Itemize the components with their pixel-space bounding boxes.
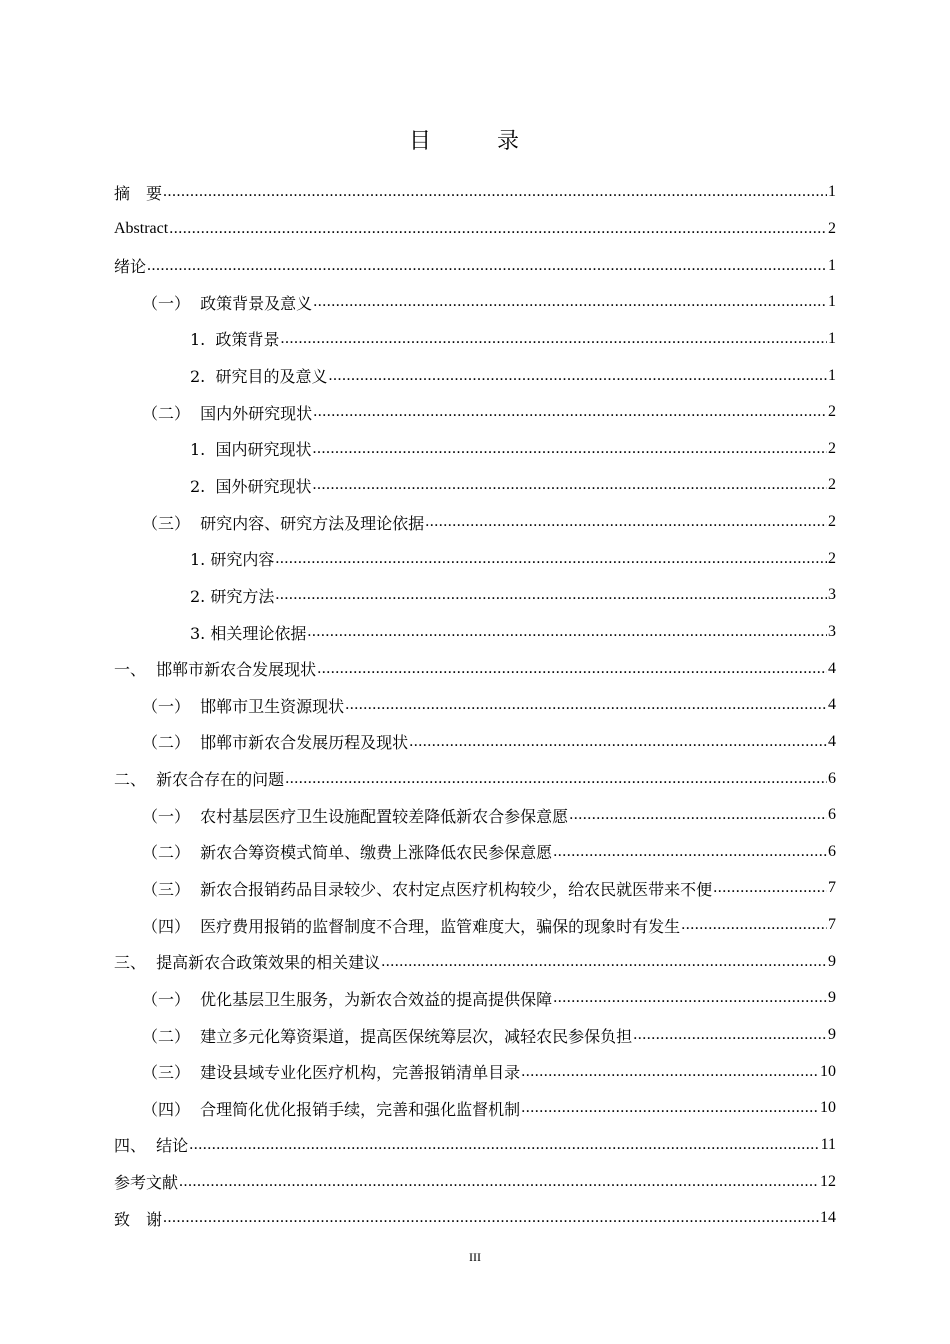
toc-entry[interactable] <box>114 687 836 724</box>
toc-leader-dots <box>307 623 827 641</box>
toc-entry-page: 9 <box>828 952 836 970</box>
toc-entry-label: （三） 建设县域专业化医疗机构，完善报销清单目录 <box>142 1063 521 1083</box>
toc-entry-page: 7 <box>828 916 836 934</box>
toc-leader-dots <box>521 1063 819 1081</box>
toc-entry-page: 14 <box>820 1209 836 1227</box>
toc-entry-page: 2 <box>828 549 836 567</box>
toc-entry[interactable] <box>114 724 836 761</box>
toc-entry-page: 9 <box>828 989 836 1007</box>
toc-entry-page: 10 <box>820 1062 836 1080</box>
toc-entry-page: 6 <box>828 769 836 787</box>
toc-entry-label: 2. 研究目的及意义 <box>190 367 328 387</box>
toc-entry-page: 7 <box>828 879 836 897</box>
toc-entry[interactable] <box>114 614 836 651</box>
toc-entry-page: 4 <box>828 696 836 714</box>
toc-entry-label: （二） 建立多元化筹资渠道，提高医保统筹层次，减轻农民参保负担 <box>142 1026 633 1046</box>
toc-leader-dots <box>179 1173 819 1191</box>
toc-entry-page: 1 <box>828 256 836 274</box>
toc-entry-label: 四、 结论 <box>114 1136 189 1156</box>
toc-entry[interactable] <box>114 577 836 614</box>
toc-entry[interactable] <box>114 284 836 321</box>
toc-entry-label: 参考文献 <box>114 1173 179 1193</box>
toc-entry-label: 3. 相关理论依据 <box>190 623 307 643</box>
toc-entry[interactable] <box>114 430 836 467</box>
toc-entry-page: 1 <box>828 183 836 201</box>
toc-entry-label: （二） 邯郸市新农合发展历程及现状 <box>142 733 409 753</box>
toc-entry-label: （一） 优化基层卫生服务，为新农合效益的提高提供保障 <box>142 989 553 1009</box>
toc-entry[interactable] <box>114 1127 836 1164</box>
toc-leader-dots <box>425 513 827 531</box>
toc-entry[interactable] <box>114 504 836 541</box>
toc-leader-dots <box>313 403 827 421</box>
toc-entry-label: 2. 研究方法 <box>190 586 275 606</box>
toc-entry-label: （三） 新农合报销药品目录较少、农村定点医疗机构较少，给农民就医带来不便 <box>142 879 713 899</box>
toc-entry-page: 6 <box>828 806 836 824</box>
toc-entry-label: （一） 邯郸市卫生资源现状 <box>142 696 345 716</box>
toc-entry-page: 2 <box>828 439 836 457</box>
toc-entry[interactable] <box>114 1090 836 1127</box>
toc-leader-dots <box>633 1026 827 1044</box>
toc-leader-dots <box>313 293 827 311</box>
toc-leader-dots <box>312 476 827 494</box>
toc-entry-label: （四） 医疗费用报销的监督制度不合理，监管难度大，骗保的现象时有发生 <box>142 916 681 936</box>
page-number-footer: III <box>469 1250 481 1264</box>
toc-entry-label: 致 谢 <box>114 1209 163 1229</box>
toc-entry-page: 3 <box>828 623 836 640</box>
toc-entry[interactable] <box>114 907 836 944</box>
toc-entry[interactable] <box>114 540 836 577</box>
toc-entry-page: 1 <box>828 293 836 311</box>
toc-entry-label: （四） 合理简化优化报销手续，完善和强化监督机制 <box>142 1099 521 1119</box>
toc-entry[interactable] <box>114 1017 836 1054</box>
toc-leader-dots <box>681 916 827 934</box>
toc-entry-label: 2. 国外研究现状 <box>190 476 312 496</box>
table-of-contents <box>114 174 836 1237</box>
toc-entry[interactable] <box>114 357 836 394</box>
toc-entry-label: （一） 农村基层医疗卫生设施配置较差降低新农合参保意愿 <box>142 806 569 826</box>
toc-leader-dots <box>328 367 827 385</box>
toc-entry[interactable] <box>114 1200 836 1237</box>
toc-entry-page: 2 <box>828 476 836 494</box>
toc-entry[interactable] <box>114 797 836 834</box>
toc-entry[interactable] <box>114 834 836 871</box>
toc-leader-dots <box>381 953 827 971</box>
toc-entry[interactable] <box>114 760 836 797</box>
toc-entry-page: 2 <box>828 513 836 531</box>
toc-entry-page: 10 <box>820 1099 836 1117</box>
toc-entry-page: 9 <box>828 1026 836 1044</box>
toc-leader-dots <box>713 879 827 897</box>
toc-entry-page: 1 <box>828 329 836 347</box>
toc-entry-label: （三） 研究内容、研究方法及理论依据 <box>142 513 425 533</box>
toc-entry-page: 4 <box>828 659 836 677</box>
toc-entry-label: 1. 研究内容 <box>190 550 275 570</box>
toc-entry-label: 绪论 <box>114 257 147 277</box>
toc-leader-dots <box>285 770 827 788</box>
toc-entry-page: 2 <box>828 403 836 421</box>
toc-leader-dots <box>553 843 827 861</box>
toc-leader-dots <box>345 696 827 714</box>
toc-leader-dots <box>317 660 827 678</box>
toc-entry[interactable] <box>114 870 836 907</box>
toc-leader-dots <box>312 440 827 458</box>
toc-entry[interactable] <box>114 467 836 504</box>
toc-leader-dots <box>553 989 827 1007</box>
toc-leader-dots <box>163 1209 819 1227</box>
toc-entry[interactable] <box>114 980 836 1017</box>
toc-title: 目 录 <box>408 129 541 154</box>
toc-entry-label: 1. 国内研究现状 <box>190 440 312 460</box>
toc-leader-dots <box>275 586 827 604</box>
toc-entry-page: 1 <box>828 366 836 384</box>
toc-entry[interactable] <box>114 211 836 248</box>
toc-leader-dots <box>569 806 827 824</box>
toc-entry-page: 6 <box>828 842 836 860</box>
toc-entry-label: 摘 要 <box>114 183 163 203</box>
toc-leader-dots <box>409 733 827 751</box>
toc-entry[interactable] <box>114 943 836 980</box>
toc-entry-label: （一） 政策背景及意义 <box>142 293 313 313</box>
toc-entry[interactable] <box>114 174 836 211</box>
toc-entry[interactable] <box>114 394 836 431</box>
toc-entry-label: （二） 新农合筹资模式简单、缴费上涨降低农民参保意愿 <box>142 843 553 863</box>
toc-entry-page: 2 <box>828 219 836 237</box>
toc-entry-label: Abstract <box>114 219 169 237</box>
toc-entry-label: 三、 提高新农合政策效果的相关建议 <box>114 953 381 973</box>
toc-leader-dots <box>147 257 827 275</box>
toc-entry[interactable] <box>114 650 836 687</box>
toc-leader-dots <box>189 1136 819 1154</box>
toc-entry[interactable] <box>114 321 836 358</box>
toc-entry-page: 3 <box>828 586 836 604</box>
toc-entry-page: 4 <box>828 732 836 750</box>
toc-entry-label: 1. 政策背景 <box>190 330 280 350</box>
toc-entry-page: 11 <box>820 1135 836 1153</box>
toc-entry-page: 12 <box>820 1172 836 1190</box>
toc-leader-dots <box>275 550 827 568</box>
toc-entry-label: 二、 新农合存在的问题 <box>114 770 285 790</box>
toc-entry[interactable] <box>114 247 836 284</box>
toc-entry[interactable] <box>114 1163 836 1200</box>
toc-leader-dots <box>521 1099 819 1117</box>
toc-entry-label: 一、 邯郸市新农合发展现状 <box>114 660 317 680</box>
toc-leader-dots <box>163 183 827 201</box>
toc-leader-dots <box>280 330 827 348</box>
toc-leader-dots <box>169 220 827 238</box>
toc-entry-label: （二） 国内外研究现状 <box>142 403 313 423</box>
toc-entry[interactable] <box>114 1053 836 1090</box>
